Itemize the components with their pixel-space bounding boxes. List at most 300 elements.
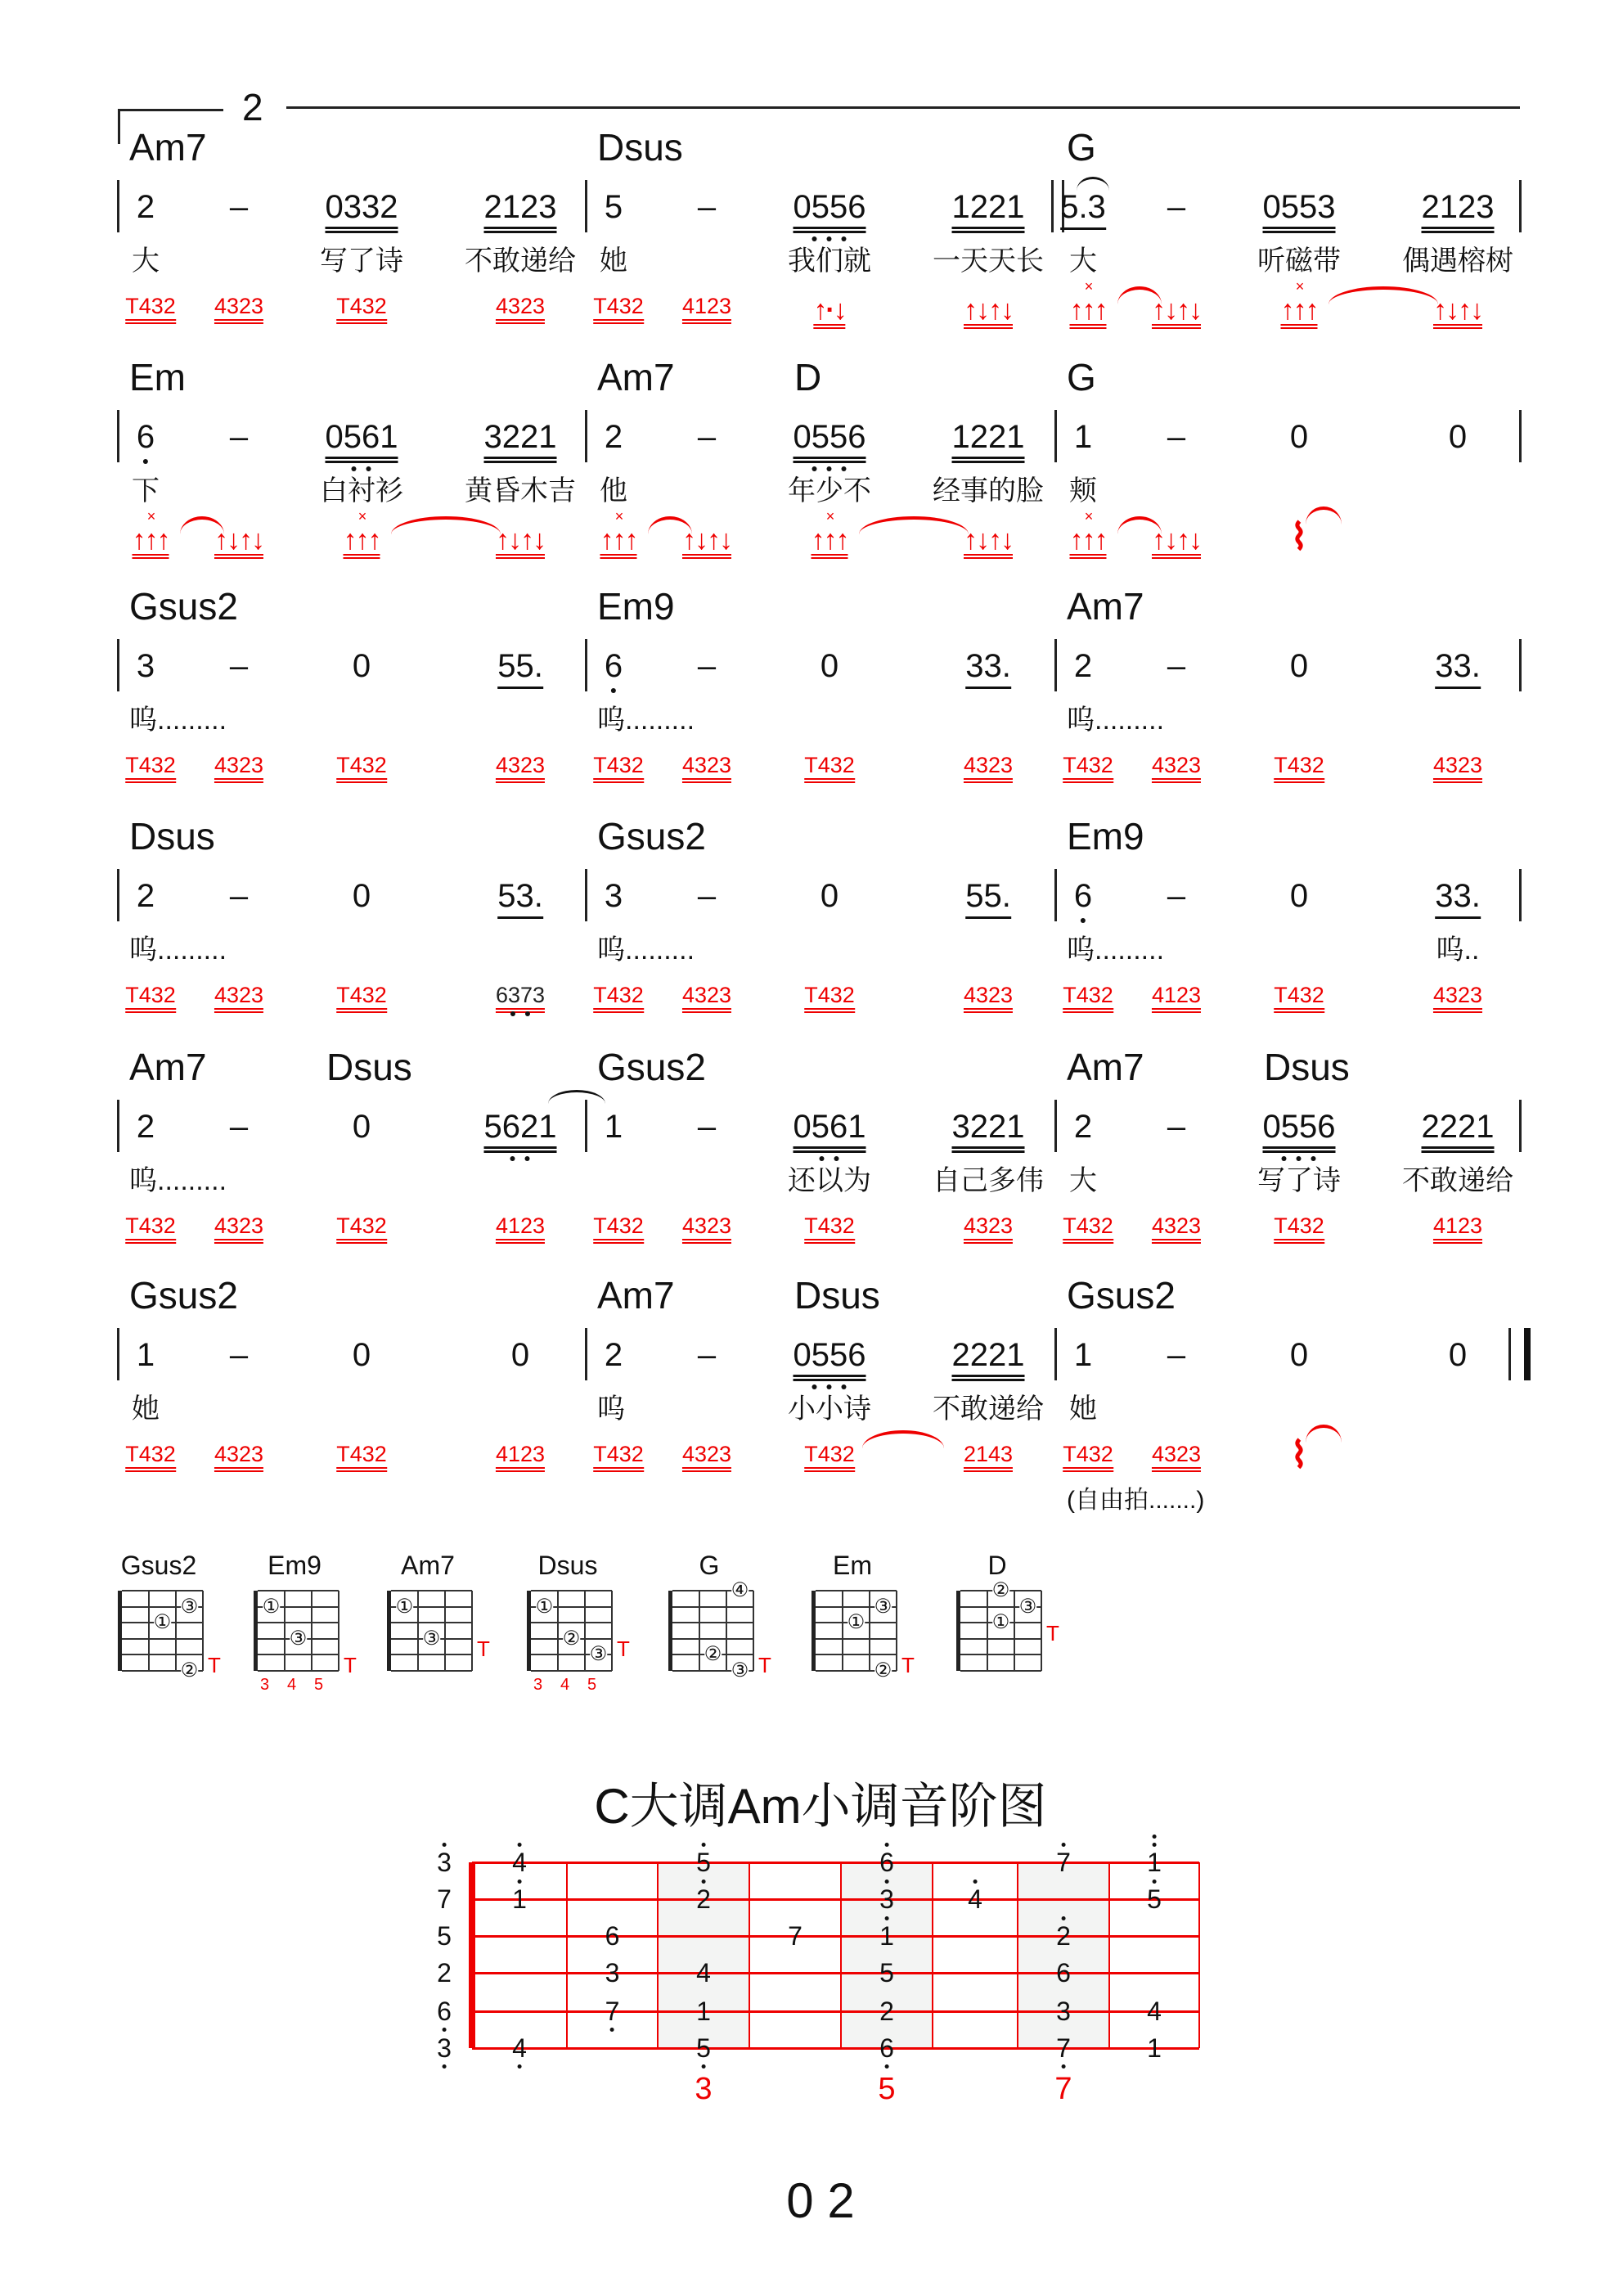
octave-dot — [610, 2028, 614, 2032]
note — [605, 188, 623, 237]
strum-arrows — [1280, 278, 1318, 329]
note-text: 5621 — [484, 1108, 557, 1153]
octave-dot — [442, 2028, 446, 2032]
pattern-text: 4323 — [682, 1213, 731, 1244]
pattern-text: 4323 — [496, 294, 545, 324]
string-line — [896, 1591, 897, 1671]
strum-arrows-icon — [1152, 526, 1201, 559]
scale-note — [437, 1886, 452, 1912]
chord-diagram-grid — [527, 1591, 630, 1671]
string-line — [726, 1591, 727, 1671]
scale-note-text: 5 — [1147, 1884, 1162, 1914]
strum-arrows-text: ↑↓↑↓ — [496, 524, 545, 556]
pattern-text: 4323 — [682, 983, 731, 1013]
chord-label: Gsus2 — [129, 1274, 238, 1317]
strum-arrows-icon — [811, 508, 848, 559]
fret-number: 4 — [287, 1676, 297, 1694]
dot — [1297, 1156, 1302, 1161]
octave-dots — [1290, 688, 1308, 696]
lyric: 呜......... — [1067, 934, 1165, 966]
scale-note — [879, 1998, 894, 2024]
note — [497, 877, 543, 930]
note — [605, 1108, 623, 1157]
pattern-text: T432 — [336, 983, 387, 1013]
strum-pattern — [125, 752, 176, 778]
scale-note — [1056, 1923, 1071, 1949]
strum-arrows-text: ↑↑↑ — [1069, 295, 1107, 326]
note — [820, 647, 838, 696]
strum-pattern — [682, 1213, 731, 1239]
bar-line — [1519, 869, 1522, 921]
string-line — [842, 1591, 843, 1671]
pattern-text: T432 — [1063, 753, 1113, 783]
octave-dots — [137, 918, 155, 926]
scale-note-text: 7 — [1056, 1848, 1071, 1877]
scale-note — [1056, 1960, 1071, 1986]
chord-diagram-grid — [118, 1591, 221, 1681]
octave-dot — [1152, 1835, 1156, 1839]
octave-dot — [1061, 2064, 1065, 2069]
string-line — [584, 1591, 586, 1671]
octave-dots — [605, 1377, 623, 1385]
lyric: 呜......... — [129, 705, 227, 736]
octave-dots — [698, 1377, 716, 1385]
octave-dot — [701, 1843, 705, 1847]
dot — [842, 1384, 847, 1389]
scale-note-text: 1 — [696, 1997, 711, 2026]
chord-label: Gsus2 — [597, 815, 706, 858]
octave-dots — [605, 229, 623, 237]
chord-diagram-grid — [254, 1591, 357, 1677]
finger-number: ③ — [589, 1643, 608, 1665]
note — [952, 418, 1025, 475]
note-text: 2221 — [952, 1336, 1025, 1381]
string-line — [472, 1972, 1199, 1974]
note-text: – — [1167, 878, 1186, 914]
finger-number: ① — [395, 1595, 414, 1618]
fret-line — [1198, 1862, 1200, 2048]
mute-x-icon: × — [357, 508, 366, 524]
lyric: 写了诗 — [1257, 1165, 1341, 1196]
octave-dots — [952, 236, 1025, 245]
strum-arrows — [682, 526, 731, 559]
octave-dots — [605, 459, 623, 467]
scale-note — [437, 1998, 452, 2024]
finger-number: ① — [262, 1595, 281, 1618]
note — [698, 1108, 716, 1157]
lyric: 小小诗 — [788, 1393, 871, 1425]
bar-line — [117, 1328, 119, 1380]
mute-x-icon: × — [614, 508, 623, 524]
fret-line — [391, 1670, 472, 1672]
bar-line — [117, 410, 119, 462]
lyric: 呜......... — [597, 705, 695, 736]
bar-line — [585, 1100, 587, 1152]
octave-dots — [605, 688, 623, 696]
strum-arrows-icon — [964, 526, 1013, 559]
octave-dots — [1167, 459, 1185, 467]
fret-position-label: 7 — [1054, 2072, 1072, 2106]
chord-label: Dsus — [597, 126, 683, 169]
finger-number: ③ — [731, 1659, 749, 1681]
pattern-text: 4323 — [214, 294, 263, 324]
note-text: 2 — [136, 1109, 155, 1145]
chord-label: Am7 — [1067, 1046, 1144, 1088]
fret-line — [1017, 1862, 1018, 2048]
bar-line — [1054, 1328, 1057, 1380]
string-line — [987, 1591, 988, 1671]
thumb-marker: T — [758, 1652, 771, 1677]
pattern-text: T432 — [1063, 1442, 1113, 1472]
fret-line — [672, 1622, 753, 1623]
note-text: – — [1167, 1337, 1186, 1373]
scale-note-text: 4 — [1147, 1997, 1162, 2026]
strum-pattern — [125, 1213, 176, 1239]
fret-line — [258, 1590, 339, 1591]
strum-arrows — [1069, 508, 1107, 559]
strum-pattern — [336, 1213, 387, 1239]
note — [484, 188, 557, 245]
octave-dots — [820, 918, 838, 926]
fret-line — [531, 1622, 612, 1623]
note-text: 0556 — [794, 188, 866, 233]
pattern-text: 4123 — [1433, 1213, 1482, 1244]
dot — [1081, 918, 1086, 923]
pattern-text: T432 — [1274, 1213, 1324, 1244]
pattern-text: T432 — [125, 983, 176, 1013]
string-line — [338, 1591, 339, 1671]
note — [605, 647, 623, 696]
strum-pattern — [496, 293, 545, 319]
octave-dots — [353, 1149, 371, 1157]
scale-note-text: 1 — [879, 1921, 894, 1951]
fret-number: 5 — [314, 1676, 324, 1694]
note-text: 3221 — [484, 418, 557, 463]
strum-pattern — [682, 1441, 731, 1467]
string-line — [699, 1591, 700, 1671]
fret-line — [122, 1654, 203, 1655]
note — [1435, 647, 1481, 700]
octave-dots — [952, 1156, 1025, 1164]
string-line — [611, 1591, 613, 1671]
octave-dots — [137, 688, 155, 696]
note-text: – — [697, 878, 717, 914]
scale-note-text: 3 — [1056, 1997, 1071, 2026]
string-line — [417, 1591, 419, 1671]
note-text: 0 — [352, 878, 371, 914]
scale-note-text: 5 — [879, 1958, 894, 1988]
strum-pattern — [1433, 1213, 1482, 1239]
scale-note — [788, 1923, 803, 1949]
note — [137, 188, 155, 237]
fret-line — [258, 1622, 339, 1623]
strum-pattern — [214, 1213, 263, 1239]
note — [137, 647, 155, 696]
note-text: – — [229, 1109, 249, 1145]
note-text: 2 — [1073, 1109, 1093, 1145]
note-text: – — [1167, 1109, 1186, 1145]
strum-pattern — [964, 982, 1013, 1008]
dot — [352, 466, 357, 471]
dot — [1311, 1156, 1316, 1161]
string-line — [869, 1591, 870, 1671]
fret-number: 5 — [587, 1676, 597, 1694]
chord-diagram-name: Am7 — [401, 1551, 455, 1580]
bar-line — [585, 180, 587, 232]
note-text: 55. — [965, 877, 1011, 919]
note-text: 2 — [604, 419, 623, 455]
string-line — [472, 1862, 1199, 1864]
octave-dots — [1449, 1377, 1467, 1385]
strum-pattern — [804, 752, 855, 778]
lyric: 她 — [132, 1393, 160, 1425]
string-line — [202, 1591, 204, 1671]
lyric: 黄昏木吉 — [465, 475, 576, 506]
strum-arrows-text: ↑↓↑↓ — [1433, 295, 1482, 326]
lyric: 不敢递给 — [1402, 1165, 1513, 1196]
strum-pattern — [1063, 1213, 1113, 1239]
strum-arrows-text: ↑·↓ — [813, 295, 846, 326]
scale-note — [879, 2035, 894, 2061]
lyric: 大 — [132, 245, 160, 277]
note-text: 1 — [1073, 419, 1093, 455]
chord-label: Gsus2 — [1067, 1274, 1176, 1317]
bar-line — [585, 869, 587, 921]
strum-pattern — [1274, 1213, 1324, 1239]
scale-note — [1056, 1849, 1071, 1875]
strum-arrows-icon — [1152, 296, 1201, 329]
scale-note-text: 1 — [1147, 2033, 1162, 2063]
note-text: – — [697, 1337, 717, 1373]
note-text: 0556 — [1263, 1108, 1336, 1153]
note — [230, 188, 248, 237]
note — [1167, 1336, 1185, 1385]
octave-dots — [1074, 459, 1092, 467]
octave-dots — [137, 1149, 155, 1157]
scale-note — [1056, 2035, 1071, 2061]
note-text: 2123 — [484, 188, 557, 233]
octave-dots — [794, 466, 866, 475]
slur-arc — [1077, 177, 1109, 191]
scale-note-text: 6 — [879, 1848, 894, 1877]
scale-note — [879, 1849, 894, 1875]
note — [1422, 188, 1495, 245]
strum-arrows — [132, 508, 169, 559]
fret-line — [960, 1638, 1041, 1640]
lyric: 呜.. — [1436, 934, 1480, 966]
pattern-text: T432 — [1274, 983, 1324, 1013]
note — [820, 877, 838, 926]
chord-label: Am7 — [129, 1046, 207, 1088]
strum-pattern — [964, 752, 1013, 778]
octave-dot — [884, 1916, 888, 1920]
strum-pattern — [1274, 752, 1324, 778]
octave-dots — [497, 692, 543, 700]
pattern-text: T432 — [593, 1213, 644, 1244]
strum-arrows-text: ↑↑↑ — [1069, 524, 1107, 556]
strum-arrows — [964, 296, 1013, 329]
note — [965, 647, 1011, 700]
chord-label: Am7 — [597, 1274, 675, 1317]
scale-note-text: 7 — [1056, 2033, 1071, 2063]
pattern-text: T432 — [336, 294, 387, 324]
bar-line — [585, 639, 587, 691]
scale-note-text: 4 — [512, 1848, 527, 1877]
note-text: 3221 — [952, 1108, 1025, 1153]
lyric: 年少不 — [788, 475, 871, 506]
pattern-text: T432 — [804, 753, 855, 783]
fret-line — [122, 1590, 203, 1591]
note-text: – — [229, 419, 249, 455]
note-text: 2 — [136, 878, 155, 914]
note — [1074, 1336, 1092, 1385]
strum-arrows-text: ↑↑↑ — [811, 524, 848, 556]
scale-note-text: 6 — [437, 1997, 452, 2026]
mute-x-icon: × — [1084, 508, 1092, 524]
bar-line — [585, 1328, 587, 1380]
pattern-text: 4323 — [1152, 1213, 1201, 1244]
bar-line — [1054, 410, 1057, 462]
string-line — [148, 1591, 150, 1671]
note-text: 1221 — [952, 418, 1025, 463]
scale-note — [605, 1960, 620, 1986]
note — [353, 647, 371, 696]
note-text: 6 — [1073, 878, 1093, 914]
note — [497, 647, 543, 700]
note-text: – — [697, 189, 717, 225]
note-text: 0 — [352, 1109, 371, 1145]
arpeggio-roll-icon: ⌇ — [1290, 517, 1308, 557]
octave-dots — [952, 1384, 1025, 1393]
fret-number: 4 — [560, 1676, 570, 1694]
finger-number: ① — [991, 1611, 1010, 1633]
note — [965, 877, 1011, 930]
note — [230, 1108, 248, 1157]
octave-dots — [965, 922, 1011, 930]
note — [230, 1336, 248, 1385]
octave-dots — [326, 236, 398, 245]
note-text: – — [229, 189, 249, 225]
note-text: 2 — [136, 189, 155, 225]
pattern-text: T432 — [1274, 753, 1324, 783]
octave-dots — [1290, 459, 1308, 467]
pattern-text: T432 — [336, 1442, 387, 1472]
fret-line — [657, 1862, 659, 2048]
pattern-text: 6373 — [496, 983, 545, 1013]
note — [484, 418, 557, 475]
note — [1290, 1336, 1308, 1385]
note — [1167, 1108, 1185, 1157]
octave-dots — [1060, 233, 1106, 241]
strum-pattern — [214, 1441, 263, 1467]
string-line — [472, 2047, 1199, 2050]
pattern-text: T432 — [804, 1213, 855, 1244]
string-line — [284, 1591, 285, 1671]
arpeggio-roll-icon: ⌇ — [1290, 1435, 1308, 1475]
chord-label: Dsus — [129, 815, 215, 858]
octave-dots — [1074, 918, 1092, 926]
scale-note-text: 1 — [1147, 1848, 1162, 1877]
note-text: 2221 — [1422, 1108, 1495, 1153]
note — [1167, 877, 1185, 926]
pattern-text: T432 — [804, 983, 855, 1013]
fret-line — [531, 1590, 612, 1591]
fret-line — [391, 1622, 472, 1623]
scale-note — [968, 1886, 982, 1912]
strum-arrows — [811, 508, 848, 559]
note-text: – — [697, 1109, 717, 1145]
strum-arrows — [343, 508, 380, 559]
octave-dots — [230, 1377, 248, 1385]
note — [1449, 418, 1467, 467]
string-line — [472, 1935, 1199, 1938]
note — [511, 1336, 529, 1385]
tie-arc — [862, 1430, 944, 1448]
bar-line — [117, 180, 119, 232]
strum-arrows-icon — [682, 526, 731, 559]
note-text: 0 — [352, 648, 371, 684]
bar-line — [1054, 639, 1057, 691]
note — [484, 1108, 557, 1164]
finger-number: ③ — [1018, 1595, 1037, 1618]
pattern-text: 4323 — [214, 753, 263, 783]
chord-label: Gsus2 — [597, 1046, 706, 1088]
note — [1290, 418, 1308, 467]
note — [1074, 877, 1092, 926]
octave-dot — [1152, 1843, 1156, 1847]
strum-pattern — [964, 1213, 1013, 1239]
octave-dots — [794, 1156, 866, 1164]
octave-dot — [517, 2064, 521, 2069]
chord-diagram-name: Em — [833, 1551, 872, 1580]
octave-dots — [137, 1377, 155, 1385]
bar-line — [1519, 1100, 1522, 1152]
pattern-text: 4323 — [1152, 1442, 1201, 1472]
scale-note — [1147, 1886, 1162, 1912]
octave-dots — [137, 459, 155, 467]
strum-arrows — [1069, 278, 1107, 329]
strum-pattern — [1152, 752, 1201, 778]
pattern-text: T432 — [125, 1442, 176, 1472]
octave-dots — [965, 692, 1011, 700]
fret-line — [531, 1670, 612, 1672]
lyric: 呜......... — [1067, 705, 1165, 736]
fret-line — [391, 1590, 472, 1591]
dot — [842, 236, 847, 241]
bar-line — [1519, 639, 1522, 691]
strum-pattern — [125, 1441, 176, 1467]
lyric: 呜......... — [597, 934, 695, 966]
pattern-text: 4323 — [214, 1213, 263, 1244]
pattern-text: T432 — [125, 294, 176, 324]
strum-pattern — [682, 752, 731, 778]
octave-dots — [484, 466, 557, 475]
string-line — [175, 1591, 177, 1671]
strum-arrows-icon — [1069, 278, 1107, 329]
string-line — [753, 1591, 754, 1671]
fret-line — [672, 1638, 753, 1640]
note — [794, 1336, 866, 1393]
strum-arrows-text: ↑↓↑↓ — [964, 295, 1013, 326]
note-text: 0561 — [326, 418, 398, 463]
note — [137, 877, 155, 926]
octave-dot — [973, 1880, 977, 1884]
strum-arrows-text: ↑↑↑ — [132, 524, 169, 556]
thumb-marker: T — [617, 1636, 630, 1661]
chord-diagram-name: Dsus — [537, 1551, 598, 1580]
note-text: 0556 — [794, 1336, 866, 1381]
pattern-text: T432 — [125, 1213, 176, 1244]
